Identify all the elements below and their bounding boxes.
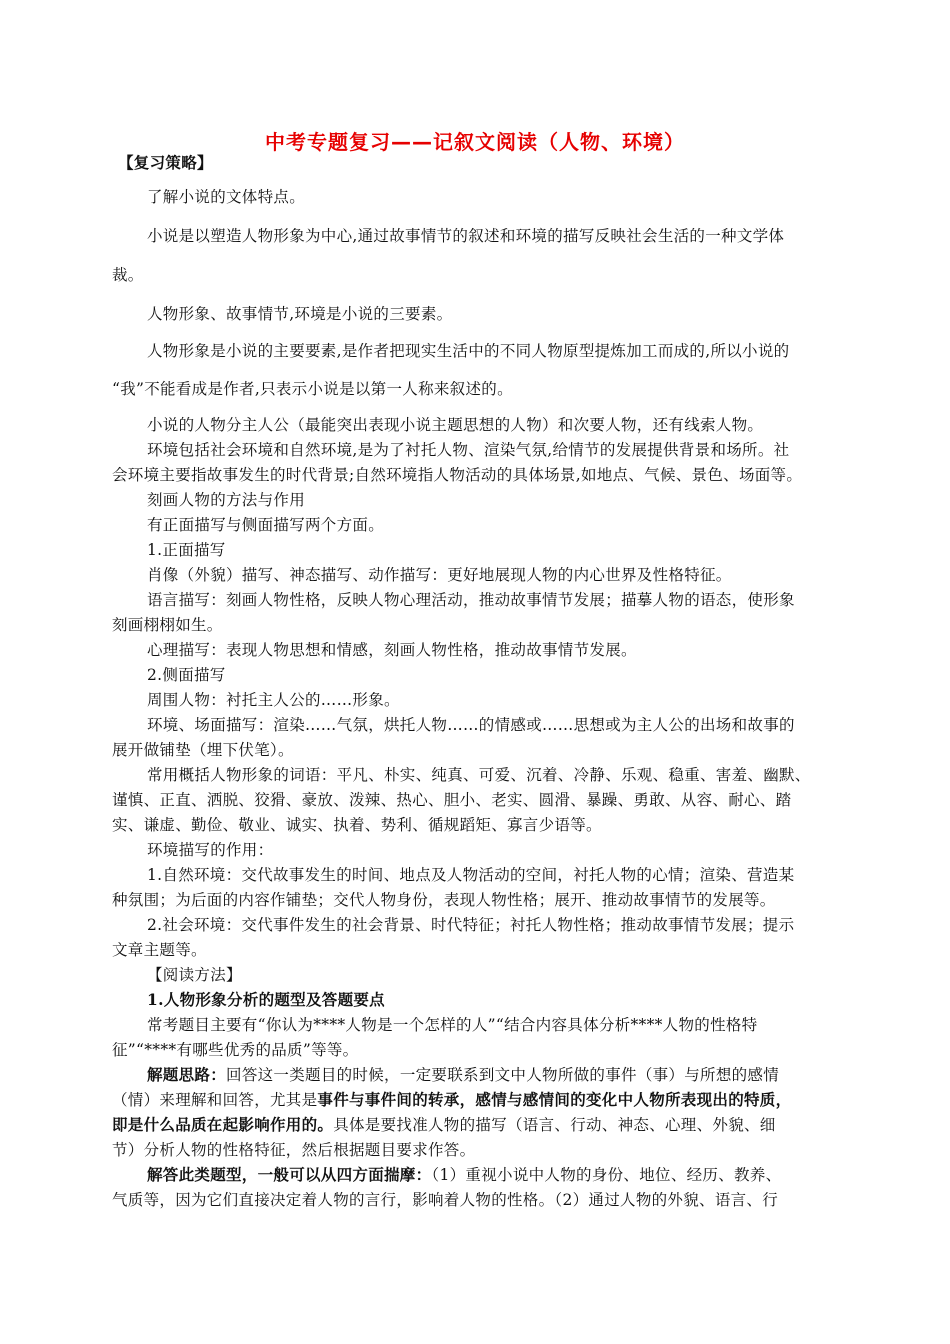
paragraph-line	[112, 1089, 791, 1111]
paragraph-line: 气质等，因为它们直接决定着人物的言行，影响着人物的性格。（2）通过人物的外貌、语言、行	[112, 1191, 779, 1209]
line-text: （情）来理解和回答，尤其是	[112, 1091, 318, 1109]
paragraph-line: 展开做铺垫（埋下伏笔）。	[112, 741, 294, 759]
paragraph-line: 征”“****有哪些优秀的品质”等等。	[112, 1041, 359, 1059]
section-heading-review-strategy: 【复习策略】	[118, 154, 213, 172]
bold-emphasis-text: 即是什么品质在起影响作用的。	[112, 1115, 334, 1134]
paragraph-line: 刻画人物的方法与作用	[147, 491, 306, 509]
paragraph-line: 2.社会环境：交代事件发生的社会背景、时代特征；衬托人物性格；推动故事情节发展；提示	[147, 916, 795, 934]
paragraph-line: 谨慎、正直、洒脱、狡猾、豪放、泼辣、热心、胆小、老实、圆滑、暴躁、勇敢、从容、耐心、踏	[112, 791, 792, 809]
paragraph-line: 常用概括人物形象的词语：平凡、朴实、纯真、可爱、沉着、冷静、乐观、稳重、害羞、幽默、	[147, 766, 811, 784]
paragraph-line: 环境包括社会环境和自然环境,是为了衬托人物、渲染气氛,给情节的发展提供背景和场所。社	[147, 441, 790, 459]
paragraph-line: 1.正面描写	[147, 541, 226, 559]
paragraph-line: 常考题目主要有“你认为****人物是一个怎样的人”“结合内容具体分析****人物的性格特	[147, 1016, 758, 1034]
paragraph-line: 文章主题等。	[112, 941, 207, 959]
paragraph-line	[147, 1164, 781, 1186]
paragraph-line: 节）分析人物的性格特征，然后根据题目要求作答。	[112, 1141, 476, 1159]
line-text: （1）重视小说中人物的身份、地位、经历、教养、	[431, 1166, 782, 1184]
paragraph-line	[147, 1064, 779, 1086]
paragraph-line: 环境、场面描写：渲染……气氛，烘托人物……的情感或……思想或为主人公的出场和故事的	[147, 716, 795, 734]
paragraph-line: 周围人物：衬托主人公的……形象。	[147, 691, 400, 709]
paragraph-line: 了解小说的文体特点。	[147, 188, 306, 206]
paragraph-line: 1.自然环境：交代故事发生的时间、地点及人物活动的空间，衬托人物的心情；渲染、营造某	[147, 866, 795, 884]
bold-lead-text: 解题思路：	[147, 1065, 227, 1084]
paragraph-line: 小说是以塑造人物形象为中心,通过故事情节的叙述和环境的描写反映社会生活的一种文学体	[147, 227, 785, 245]
paragraph-line: 2.侧面描写	[147, 666, 226, 684]
page-title: 中考专题复习——记叙文阅读（人物、环境）	[265, 130, 685, 154]
paragraph-line: 小说的人物分主人公（最能突出表现小说主题思想的人物）和次要人物，还有线索人物。	[147, 416, 764, 434]
paragraph-line: 环境描写的作用：	[147, 841, 274, 859]
paragraph-line: 有正面描写与侧面描写两个方面。	[147, 516, 385, 534]
line-text: 回答这一类题目的时候，一定要联系到文中人物所做的事件（事）与所想的感情	[226, 1066, 780, 1084]
paragraph-line: 心理描写：表现人物思想和情感，刻画人物性格，推动故事情节发展。	[147, 641, 637, 659]
paragraph-line	[112, 1114, 776, 1136]
paragraph-line: 肖像（外貌）描写、神态描写、动作描写：更好地展现人物的内心世界及性格特征。	[147, 566, 732, 584]
line-text: 具体是要找准人物的描写（语言、行动、神态、心理、外貌、细	[333, 1116, 776, 1134]
subsection-heading: 1.人物形象分析的题型及答题要点	[147, 990, 385, 1009]
paragraph-line: “我”不能看成是作者,只表示小说是以第一人称来叙述的。	[112, 380, 513, 398]
section-heading-reading-method: 【阅读方法】	[147, 966, 242, 984]
paragraph-line: 裁。	[112, 266, 144, 284]
bold-emphasis-text: 事件与事件间的转承，感情与感情间的变化中人物所表现出的特质，	[317, 1090, 792, 1109]
paragraph-line: 刻画栩栩如生。	[112, 616, 223, 634]
paragraph-line: 会环境主要指故事发生的时代背景;自然环境指人物活动的具体场景,如地点、气候、景色、场面等。	[112, 466, 803, 484]
paragraph-line: 人物形象、故事情节,环境是小说的三要素。	[147, 305, 453, 323]
paragraph-line: 种氛围；为后面的内容作铺垫；交代人物身份，表现人物性格；展开、推动故事情节的发展等。	[112, 891, 776, 909]
paragraph-line: 语言描写：刻画人物性格，反映人物心理活动，推动故事情节发展；描摹人物的语态，使形象	[147, 591, 795, 609]
bold-lead-text: 解答此类题型，一般可以从四方面揣摩：	[147, 1165, 432, 1184]
paragraph-line: 人物形象是小说的主要要素,是作者把现实生活中的不同人物原型提炼加工而成的,所以小说的	[147, 342, 790, 360]
paragraph-line: 实、谦虚、勤俭、敬业、诚实、执着、势利、循规蹈矩、寡言少语等。	[112, 816, 602, 834]
